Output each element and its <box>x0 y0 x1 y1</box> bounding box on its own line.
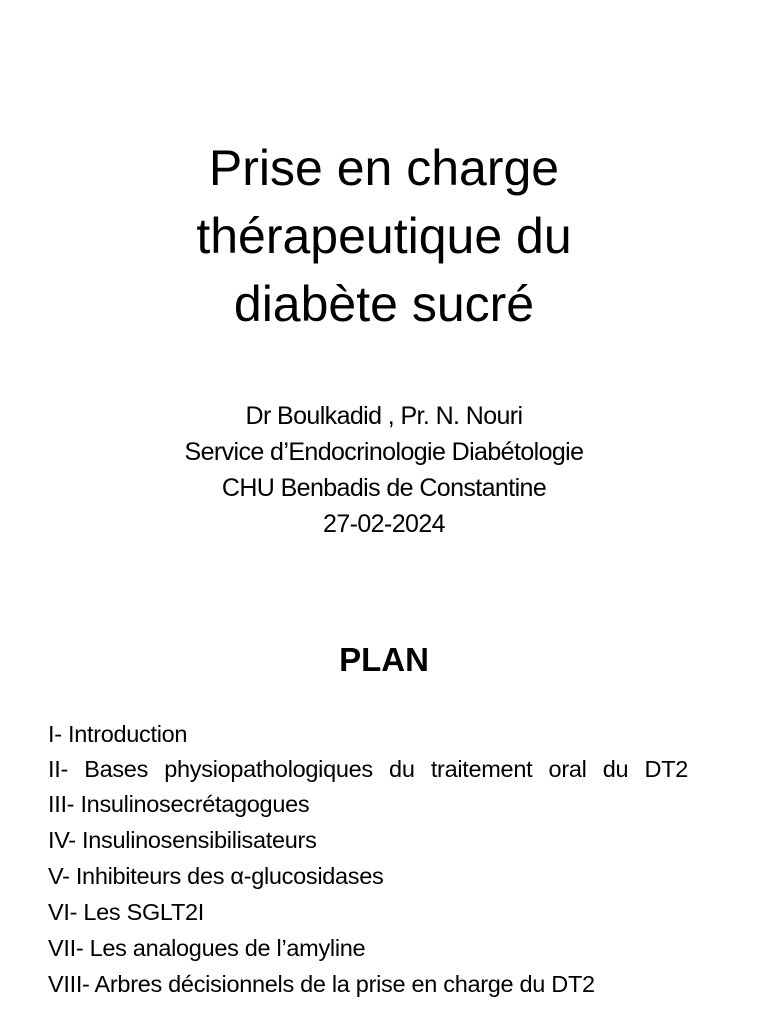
title-line-1: Prise en charge <box>208 140 560 196</box>
hospital-text: CHU Benbadis de Constantine <box>221 474 547 502</box>
authors-text: Dr Boulkadid , Pr. N. Nouri <box>245 402 523 430</box>
plan-item: VIII- Arbres décisionnels de la prise en charge du DT2 <box>48 971 595 997</box>
plan-heading: PLAN <box>339 641 429 678</box>
title-line-2: thérapeutique du <box>196 208 572 264</box>
service-text: Service d’Endocrinologie Diabétologie <box>184 438 584 466</box>
date-text: 27-02-2024 <box>323 510 445 538</box>
plan-item: V- Inhibiteurs des α-glucosidases <box>48 863 384 889</box>
slide-subtitle <box>30 398 738 542</box>
slide-title <box>40 134 728 338</box>
plan-item: I- Introduction <box>48 721 188 747</box>
plan-item: IV- Insulinosensibilisateurs <box>48 827 317 853</box>
plan-item: VI- Les SGLT2I <box>48 899 205 925</box>
plan-item: II- Bases physiopathologiques du traitement oral du DT2 <box>48 756 689 782</box>
plan-list <box>48 716 720 1002</box>
plan-item: VII- Les analogues de l’amyline <box>48 935 366 961</box>
plan-item: III- Insulinosecrétagogues <box>48 791 310 817</box>
title-line-3: diabète sucré <box>233 276 535 332</box>
